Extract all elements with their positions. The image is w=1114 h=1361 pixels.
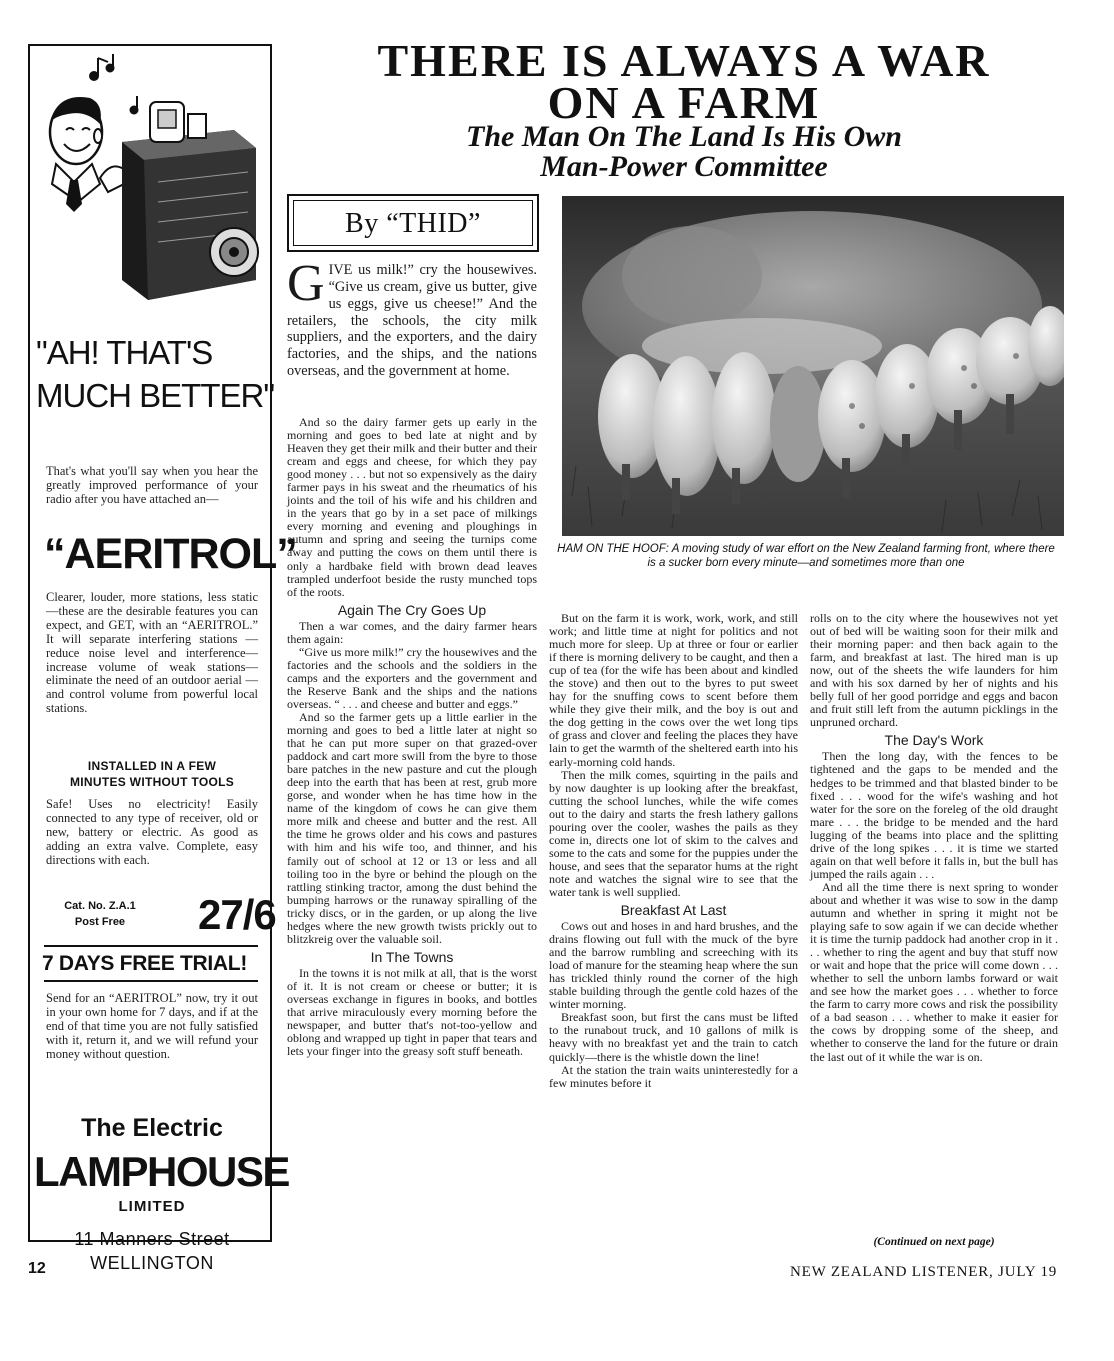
piglets-photo xyxy=(562,196,1064,536)
article-column-2 xyxy=(549,612,798,1090)
paragraph: And so the farmer gets up a little earlier in the morning and goes to bed a little later at night so that he can put more super on that grazed-over paddock and cart more swill from the byre to those bare patches in the new pasture and cut the plough deep into the earth that has been at rest, grub more gorse, and wonder when he has time how in the name of the kingdom of cows he can give them more milk and cheese and butter and the rest. All the time he grows older and his cows and pastures with him and his wife too, and thinner, and his family out of school at 12 or 13 or less and all toiling too in the byre or behind the plough on the rattling stinking tractor, among the dust behind the bumping harrows or the runaway spiralling of the tricky discs, or in the garden, or up along the live hedges where the new growth twists prickly out to blitzkreig over the valuable soil. xyxy=(287,709,537,946)
publication-name: NEW ZEALAND LISTENER, JULY 19 xyxy=(790,1264,1058,1280)
article-lead-paragraph xyxy=(287,255,537,380)
article-column-1 xyxy=(287,416,537,1058)
ad-free-trial-banner: 7 DAYS FREE TRIAL! xyxy=(42,952,248,975)
paragraph: rolls on to the city where the housewives not yet out of bed will be waiting soon for their milk and their morning paper: and then back again to the farm, and breakfast at last. The hired man is up now, out of the sheets the wife launders for him and with his sox darned by her of nights and his belly full of her good porridge and eggs and bacon and fruit still left from the autumn picklings in the unpruned orchard. xyxy=(810,611,1058,730)
ad-divider xyxy=(44,945,258,947)
ad-catalogue-number: Cat. No. Z.A.1 xyxy=(64,900,136,912)
paragraph: In the towns it is not milk at all, that is the worst of it. It is not cream or cheese or butter; it is overseas exchange in figures in books, and bottles that arrive miraculously every morning before the newspaper, and butter that's not-too-yellow and oblong and wrapped up tight in paper that tears and lets your finger into the greasy soft stuff beneath. xyxy=(287,965,537,1059)
ad-product-name: “AERITROL” xyxy=(44,530,297,578)
paragraph: Then the milk comes, squirting in the pails and by now daughter is up looking after the breakfast, cutting the school lunches, while the wife comes out to the dairy and starts the fresh lathery gallons pouring over the cooler, washes the pails as they come in, directs one lot of skim to the calves and some to the cats and some for the puppies under the house, and sees that the separator hums at the right note and watches the signal wire to see that the water tank is well supplied. xyxy=(549,767,798,899)
paragraph: And all the time there is next spring to wonder about and whether it was wise to sow in the damp autumn and whether in spring it might not be playing safe to sow again if we can decide whether it is time the turnip paddock had another crop in it . . . whether to ring the agent and buy that stuff now or wait and hope that the price will come down . . . whether to sell the unborn lambs forward or wait and see how the market goes . . . whether to force the farm to carry more cows and risk the possibility of a bad season . . . whether to make it easier for the cows by dropping some of the sheep, and whether to conserve the land for the future or drain the last out of it while the war is on. xyxy=(810,879,1058,1064)
paragraph: And so the dairy farmer gets up early in the morning and goes to bed late at night and by Heaven they get their milk and their butter and their cream and eggs and cheese, for which they pay good money . . . but not so expensively as the dairy farmer pays in his sweat and the rheumatics of his joints and the toil of his wife and his children and in the years that go by in a set pace of milkings every morning and evening and ploughings in autumn and spring and seeing the turnips come away and putting the cows on them until there is only a hardbake field with brown dead leaves trampled underfoot beside the rusty munched tops of the roots. xyxy=(287,415,537,599)
article-column-3 xyxy=(810,612,1058,1064)
ad-body-text: Clearer, louder, more stations, less static—these are the desirable features you can expect, and GET, with an “AERITROL.” It will separate interfering stations — reduce noise level and interference—increase volume of weak stations—eliminate the need of an outdoor aerial — and control volume from powerful local stations. xyxy=(46,590,258,716)
paragraph: Cows out and hoses in and hard brushes, and the drains flowing out full with the muck of the byre and the barrow rumbling and screeching with its load of manure for the steaming heap where the sun has trickled thinly round the corner of the high stable building through the gentle cold hazes of the winter morning. xyxy=(549,919,798,1012)
subheadline-line-1: The Man On The Land Is His Own xyxy=(466,120,902,153)
ad-company-name: LAMPHOUSE xyxy=(34,1148,289,1195)
section-heading: The Day's Work xyxy=(884,732,984,749)
ad-address-street: 11 Manners Street xyxy=(74,1229,230,1249)
paragraph: At the station the train waits uninterestedly for a few minutes before it xyxy=(549,1062,798,1090)
ad-headline-line-1: "AH! THAT'S xyxy=(36,334,213,371)
paragraph: But on the farm it is work, work, work, and still work; and little time at night for politics and not much more for sleep. Up at three or four or earlier if there is morning delivery to be caught, and then a cup of tea (for the wife has been about and kindled the stove) and then out to the byres to put sweet hay for the snuffing cows to scent before them while they give their milk, and the boy is out and the dog getting in the cows over the wet long tips of grass and clover and feeling the places they have lain to get the warmth of the sheltered earth into his early-morning cold hands. xyxy=(549,611,798,769)
paragraph: Then a war comes, and the dairy farmer hears them again: xyxy=(287,618,537,646)
headline-line-2: ON A FARM xyxy=(547,77,821,128)
ad-price: 27/6 xyxy=(198,891,276,938)
lead-text: IVE us milk!” cry the housewives. “Give us cream, give us butter, give us eggs, give us cheese!” And the retailers, the schools, the city milk suppliers, and the exporters, and the dairy factories, and the ships, and the nations overseas, and the government at home. xyxy=(287,262,537,380)
photo-caption: HAM ON THE HOOF: A moving study of war effort on the New Zealand farming front, where there is a sucker born every minute—and sometimes more than one xyxy=(557,543,1055,569)
ad-company-line-1: The Electric xyxy=(81,1114,223,1142)
ad-headline-line-2: MUCH BETTER" xyxy=(36,377,275,414)
ad-catalogue-info xyxy=(48,898,152,930)
subheadline-line-2: Man-Power Committee xyxy=(540,150,828,183)
ad-headline xyxy=(36,331,275,417)
article-headline xyxy=(284,35,1084,128)
section-heading: In The Towns xyxy=(370,948,454,965)
ad-installed-line-1: INSTALLED IN A FEW xyxy=(87,759,217,773)
section-heading: Again The Cry Goes Up xyxy=(337,601,487,618)
paragraph: Breakfast soon, but first the cans must be lifted to the runabout truck, and 10 gallons of milk is heavy with no breakfast yet and the train to catch quickly—there is the whistle down the line! xyxy=(549,1010,798,1064)
byline: By “THID” xyxy=(293,200,533,246)
drop-cap: G xyxy=(287,255,325,312)
man-with-radio-illustration xyxy=(38,52,264,314)
page-number: 12 xyxy=(28,1260,46,1277)
ad-installed-line-2: MINUTES WITHOUT TOOLS xyxy=(69,775,235,789)
ad-send-text: Send for an “AERITROL” now, try it out in your own home for 7 days, and if at the end of that time you are not fully satisfied with it, return it, and we will refund your money without question. xyxy=(46,991,258,1061)
ad-divider xyxy=(44,980,258,982)
ad-address-city: WELLINGTON xyxy=(90,1253,214,1273)
ad-installed-note xyxy=(44,758,260,790)
byline-box xyxy=(287,194,539,252)
continued-note: (Continued on next page) xyxy=(873,1236,995,1248)
ad-intro-text: That's what you'll say when you hear the greatly improved performance of your radio after you have attached an— xyxy=(46,464,258,506)
ad-post-free: Post Free xyxy=(74,916,126,928)
section-heading: Breakfast At Last xyxy=(620,902,727,919)
paragraph: “Give us more milk!” cry the housewives and the factories and the schools and the soldiers in the camps and the exporters and the government and the Reserve Bank and the ships and the nations overseas. “ . . . and cheese and butter and eggs.” xyxy=(287,644,537,711)
ad-safe-text: Safe! Uses no electricity! Easily connected to any type of receiver, old or new, battery or electric. As good as adding an extra valve. Complete, easy directions with each. xyxy=(46,797,258,867)
headline-line-1: THERE IS ALWAYS A WAR xyxy=(377,35,991,86)
article-subheadline xyxy=(284,122,1084,182)
ad-company-line-3: LIMITED xyxy=(118,1198,186,1215)
paragraph: Then the long day, with the fences to be tightened and the gaps to be mended and the hedges to be trimmed and that blasted binder to be fixed . . . wood for the wife's washing and hot water for the sore on the foreleg of the old draught mare . . . the bridge to be mended and the hard lugging of the beams into place and the splitting drive of the long spikes . . . it is time we started again on that well before it falls in, but the bull has jumped the rails again . . . xyxy=(810,749,1058,881)
